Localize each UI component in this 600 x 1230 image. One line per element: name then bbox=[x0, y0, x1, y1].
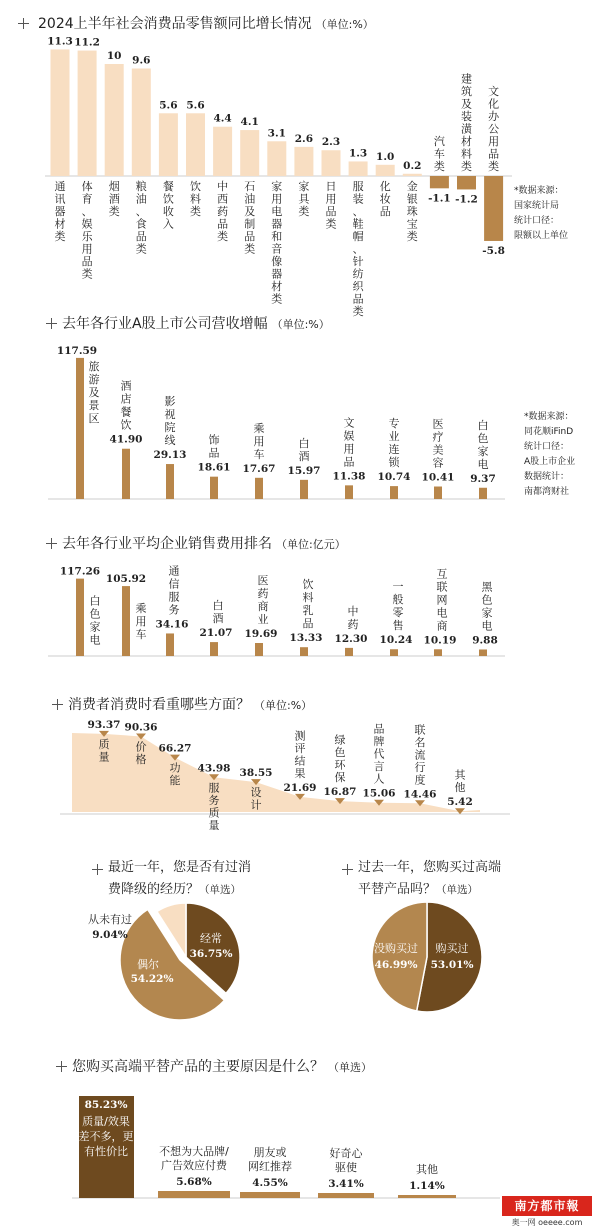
revenue-title: 去年各行业A股上市公司营收增幅 （单位:%） bbox=[62, 316, 330, 332]
note-line: 同花顺iFinD bbox=[524, 427, 574, 437]
sales-value-label: 10.19 bbox=[423, 634, 457, 647]
note-line: 限额以上单位 bbox=[514, 231, 569, 241]
reasons-bar bbox=[318, 1193, 374, 1198]
sales-value-label: 105.92 bbox=[105, 573, 147, 586]
reasons-bar bbox=[398, 1195, 456, 1198]
brand-logo: 南方都市報 bbox=[502, 1196, 592, 1216]
retail-value-label: 1.0 bbox=[376, 150, 395, 163]
svg-text:饮料类: 饮料类 bbox=[190, 180, 201, 218]
retail-value-label: 4.1 bbox=[240, 116, 259, 129]
focus-value-label: 16.87 bbox=[323, 786, 357, 799]
retail-title: 2024上半年社会消费品零售额同比增长情况 （单位:%） bbox=[38, 16, 374, 32]
svg-text:烟酒类: 烟酒类 bbox=[108, 180, 120, 218]
note-line: *数据来源： bbox=[524, 412, 574, 422]
reasons-category-label: 广告效应付费 bbox=[161, 1159, 227, 1172]
downgrade-title: 最近一年，您是否有过消 费降级的经历？（单选） bbox=[108, 860, 252, 897]
note-line: 数据统计： bbox=[524, 472, 570, 482]
svg-text:中西药品类: 中西药品类 bbox=[217, 180, 229, 243]
svg-text:金银珠宝类: 金银珠宝类 bbox=[406, 180, 418, 243]
svg-text:服务质量: 服务质量 bbox=[208, 781, 220, 832]
retail-value-label: 11.3 bbox=[47, 35, 73, 48]
revenue-value-label: 9.37 bbox=[470, 472, 496, 485]
retail-value-label: -5.8 bbox=[482, 244, 505, 257]
svg-text:联名流行度: 联名流行度 bbox=[414, 723, 426, 787]
svg-text:体育、娱乐用品类: 体育、娱乐用品类 bbox=[81, 180, 93, 281]
svg-text:黑色家电: 黑色家电 bbox=[481, 580, 493, 633]
sales-value-label: 19.69 bbox=[244, 628, 278, 641]
reasons-category-label: 有性价比 bbox=[84, 1145, 128, 1158]
retail-value-label: 1.3 bbox=[348, 147, 368, 160]
svg-text:旅游及景区: 旅游及景区 bbox=[88, 359, 100, 425]
sales-value-label: 21.07 bbox=[199, 627, 233, 640]
retail-value-label: 5.6 bbox=[186, 99, 205, 112]
focus-value-label: 90.36 bbox=[124, 721, 158, 734]
note-line: A股上市企业 bbox=[524, 457, 576, 467]
retail-value-label: -1.1 bbox=[428, 192, 451, 205]
reasons-category-label: 朋友或 bbox=[253, 1146, 287, 1159]
reasons-value-label: 3.41% bbox=[328, 1178, 364, 1190]
svg-text:价格: 价格 bbox=[135, 740, 147, 766]
svg-text:粮油、食品类: 粮油、食品类 bbox=[135, 180, 147, 256]
reasons-value-label: 5.68% bbox=[176, 1176, 212, 1188]
svg-text:服装、鞋帽、针纺织品类: 服装、鞋帽、针纺织品类 bbox=[352, 180, 364, 318]
note-line: *数据来源： bbox=[514, 186, 564, 196]
reasons-title: 您购买高端平替产品的主要原因是什么？ （单选） bbox=[72, 1059, 372, 1075]
revenue-value-label: 15.97 bbox=[287, 464, 321, 477]
svg-text:品牌代言人: 品牌代言人 bbox=[373, 722, 385, 786]
downgrade-value: 9.04% bbox=[92, 929, 128, 941]
svg-text:家用电器和音像器材类: 家用电器和音像器材类 bbox=[271, 180, 283, 306]
sales-value-label: 10.24 bbox=[379, 634, 413, 647]
reasons-category-label: 网红推荐 bbox=[248, 1160, 292, 1173]
focus-value-label: 93.37 bbox=[87, 718, 121, 731]
svg-text:一般零售: 一般零售 bbox=[392, 580, 404, 633]
svg-text:设计: 设计 bbox=[250, 786, 262, 812]
focus-value-label: 15.06 bbox=[362, 787, 396, 800]
reasons-category-label: 其他 bbox=[416, 1163, 438, 1176]
svg-text:绿色环保: 绿色环保 bbox=[334, 733, 346, 785]
retail-value-label: 3.1 bbox=[267, 127, 286, 140]
revenue-value-label: 10.74 bbox=[377, 471, 411, 484]
svg-text:建筑及装潢材料类: 建筑及装潢材料类 bbox=[461, 72, 472, 173]
svg-text:其他: 其他 bbox=[454, 768, 466, 795]
downgrade-label: 从未有过 bbox=[88, 913, 132, 926]
svg-text:通讯器材类: 通讯器材类 bbox=[54, 180, 66, 243]
svg-text:专业连锁: 专业连锁 bbox=[388, 417, 400, 470]
svg-text:医药商业: 医药商业 bbox=[257, 574, 269, 627]
dupe-value: 46.99% bbox=[374, 959, 418, 971]
sales-title: 去年各行业平均企业销售费用排名 （单位:亿元） bbox=[62, 536, 346, 552]
note-line: 国家统计局 bbox=[514, 201, 560, 211]
sales-value-label: 13.33 bbox=[289, 632, 323, 645]
svg-text:文娱用品: 文娱用品 bbox=[343, 416, 355, 469]
dupe-label: 购买过 bbox=[435, 942, 469, 955]
focus-value-label: 5.42 bbox=[447, 796, 473, 809]
sales-value-label: 12.30 bbox=[334, 632, 368, 645]
revenue-value-label: 29.13 bbox=[153, 449, 187, 462]
downgrade-label: 偶尔 bbox=[137, 958, 159, 971]
dupe-label: 没购买过 bbox=[374, 942, 418, 955]
revenue-value-label: 18.61 bbox=[197, 461, 231, 474]
reasons-category-label: 差不多，更 bbox=[78, 1130, 134, 1143]
note-line: 南都湾财社 bbox=[524, 487, 570, 497]
reasons-category-label: 好奇心 bbox=[329, 1147, 363, 1160]
reasons-value-label: 4.55% bbox=[252, 1177, 288, 1189]
dupe-title: 过去一年，您购买过高端 平替产品吗？（单选） bbox=[358, 860, 502, 897]
svg-text:医疗美容: 医疗美容 bbox=[432, 417, 444, 470]
retail-value-label: 0.2 bbox=[403, 159, 422, 172]
focus-value-label: 14.46 bbox=[403, 788, 437, 801]
retail-value-label: -1.2 bbox=[455, 193, 478, 206]
svg-text:乘用车: 乘用车 bbox=[253, 421, 265, 461]
svg-text:汽车类: 汽车类 bbox=[433, 135, 445, 173]
reasons-value-label: 1.14% bbox=[409, 1180, 445, 1192]
svg-text:功能: 功能 bbox=[169, 761, 181, 788]
sales-value-label: 34.16 bbox=[155, 618, 189, 631]
svg-text:饰品: 饰品 bbox=[208, 433, 220, 460]
svg-text:化妆品: 化妆品 bbox=[379, 180, 391, 218]
retail-value-label: 9.6 bbox=[132, 54, 151, 67]
svg-text:酒店餐饮: 酒店餐饮 bbox=[120, 379, 132, 432]
brand-site: 奥一网 oeeee.com bbox=[511, 1218, 583, 1227]
reasons-category-label: 不想为大品牌/ bbox=[159, 1145, 229, 1158]
svg-text:家具类: 家具类 bbox=[298, 180, 310, 218]
revenue-value-label: 41.90 bbox=[109, 433, 143, 446]
retail-value-label: 10 bbox=[106, 50, 122, 62]
note-line: 统计口径： bbox=[524, 442, 570, 452]
reasons-bar bbox=[240, 1192, 300, 1198]
downgrade-value: 36.75% bbox=[189, 948, 233, 960]
revenue-value-label: 10.41 bbox=[421, 471, 455, 484]
downgrade-value: 54.22% bbox=[130, 973, 174, 985]
svg-text:互联网电商: 互联网电商 bbox=[436, 567, 448, 633]
dupe-value: 53.01% bbox=[430, 959, 474, 971]
sales-value-label: 117.26 bbox=[59, 565, 101, 578]
revenue-value-label: 117.59 bbox=[56, 344, 98, 357]
reasons-category-label: 质量/效果 bbox=[82, 1115, 130, 1128]
svg-text:石油及制品类: 石油及制品类 bbox=[244, 180, 256, 256]
svg-text:通信服务: 通信服务 bbox=[168, 564, 180, 617]
svg-text:白酒: 白酒 bbox=[212, 599, 224, 626]
focus-value-label: 66.27 bbox=[158, 742, 192, 755]
revenue-value-label: 17.67 bbox=[242, 462, 276, 475]
svg-text:餐饮收入: 餐饮收入 bbox=[162, 180, 174, 231]
svg-text:乘用车: 乘用车 bbox=[135, 602, 147, 642]
svg-text:影视院线: 影视院线 bbox=[164, 395, 176, 448]
retail-value-label: 5.6 bbox=[159, 99, 178, 112]
svg-text:中药: 中药 bbox=[347, 604, 359, 631]
retail-value-label: 4.4 bbox=[213, 112, 232, 125]
focus-title: 消费者消费时看重哪些方面？ （单位:%） bbox=[68, 697, 313, 713]
retail-value-label: 2.3 bbox=[321, 136, 341, 149]
reasons-bar bbox=[158, 1191, 230, 1198]
retail-value-label: 11.2 bbox=[74, 36, 100, 49]
revenue-value-label: 11.38 bbox=[332, 470, 366, 483]
svg-text:白色家电: 白色家电 bbox=[477, 418, 489, 471]
reasons-value-label: 85.23% bbox=[84, 1099, 128, 1111]
focus-value-label: 21.69 bbox=[283, 781, 317, 794]
note-line: 统计口径： bbox=[514, 216, 560, 226]
svg-text:测评结果: 测评结果 bbox=[294, 729, 306, 780]
svg-text:质量: 质量 bbox=[98, 737, 110, 764]
focus-value-label: 43.98 bbox=[197, 762, 231, 775]
retail-value-label: 2.6 bbox=[294, 132, 314, 145]
svg-text:白色家电: 白色家电 bbox=[89, 594, 101, 647]
focus-value-label: 38.55 bbox=[239, 767, 273, 780]
svg-text:白酒: 白酒 bbox=[298, 436, 310, 463]
downgrade-label: 经常 bbox=[200, 932, 222, 945]
reasons-category-label: 驱使 bbox=[335, 1161, 357, 1174]
svg-text:日用品类: 日用品类 bbox=[325, 180, 337, 231]
svg-text:文化办公用品类: 文化办公用品类 bbox=[488, 85, 500, 173]
svg-text:饮料乳品: 饮料乳品 bbox=[302, 578, 314, 631]
sales-value-label: 9.88 bbox=[472, 634, 498, 647]
